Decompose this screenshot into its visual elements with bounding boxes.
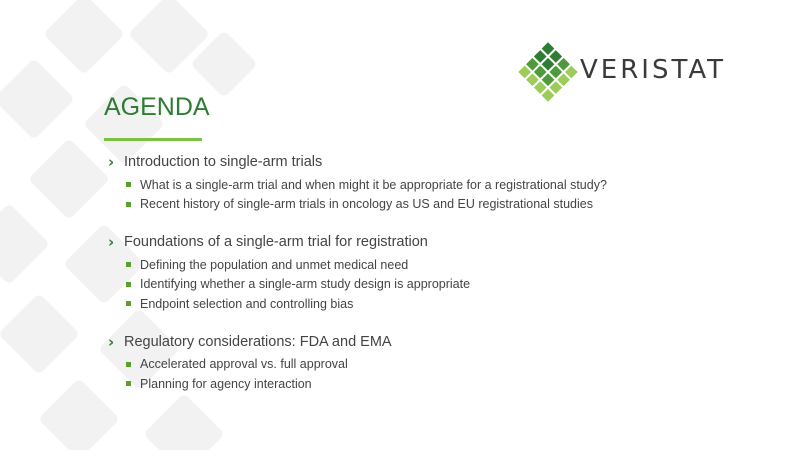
agenda-subitem-text: Planning for agency interaction [140, 376, 312, 391]
logo-tile [549, 50, 562, 63]
agenda-subitem-text: Recent history of single-arm trials in oncology as US and EU registrational studies [140, 197, 593, 212]
logo-tile [549, 66, 562, 79]
square-bullet-icon [126, 301, 131, 306]
agenda-subitem [108, 355, 778, 375]
agenda-subitem [108, 175, 778, 195]
chevron-right-icon: › [108, 233, 115, 251]
logo-tile [542, 73, 555, 86]
square-bullet-icon [126, 381, 131, 386]
veristat-logo [518, 40, 768, 104]
chevron-right-icon: › [108, 332, 115, 351]
agenda-section [108, 232, 778, 314]
agenda-heading [108, 332, 778, 352]
logo-tile [534, 66, 547, 79]
logo-tile [526, 58, 539, 71]
logo-tile [542, 58, 555, 71]
logo-tile [534, 50, 547, 63]
logo-tile [534, 81, 547, 94]
logo-tile [557, 73, 570, 86]
square-bullet-icon [126, 362, 131, 367]
logo-tile [549, 81, 562, 94]
agenda-list [108, 152, 778, 412]
agenda-heading-text: Foundations of a single-arm trial for registration [124, 234, 428, 250]
agenda-subitem-text: Defining the population and unmet medical need [140, 257, 409, 272]
logo-tile [565, 66, 578, 79]
agenda-section [108, 152, 778, 214]
agenda-heading [108, 152, 778, 172]
logo-tile [526, 73, 539, 86]
chevron-right-icon: › [108, 153, 115, 171]
logo-tile [518, 66, 531, 79]
diamond-grid-logo-icon [518, 40, 578, 104]
agenda-subitem-text: Identifying whether a single-arm study design is appropriate [140, 277, 471, 292]
square-bullet-icon [126, 262, 131, 267]
agenda-heading-text: Regulatory considerations: FDA and EMA [124, 333, 392, 350]
square-bullet-icon [126, 202, 131, 207]
agenda-subitem [108, 374, 778, 394]
agenda-subitem-text: What is a single-arm trial and when might it be appropriate for a registrational study? [140, 177, 607, 192]
logo-tile [542, 89, 555, 102]
agenda-section [108, 332, 778, 394]
agenda-subitem-text: Endpoint selection and controlling bias [140, 296, 354, 311]
logo-wordmark: VERISTAT [580, 55, 726, 85]
logo-tile [542, 42, 555, 55]
agenda-subitem [108, 275, 778, 295]
agenda-heading [108, 232, 778, 252]
agenda-subitem [108, 255, 778, 275]
title-underline [104, 138, 202, 141]
logo-tile [557, 58, 570, 71]
agenda-subitem [108, 195, 778, 215]
agenda-subitem [108, 294, 778, 314]
square-bullet-icon [126, 282, 131, 287]
slide-title: AGENDA [104, 93, 210, 121]
agenda-subitem-text: Accelerated approval vs. full approval [140, 357, 348, 372]
agenda-heading-text: Introduction to single-arm trials [124, 154, 323, 170]
square-bullet-icon [126, 182, 131, 187]
